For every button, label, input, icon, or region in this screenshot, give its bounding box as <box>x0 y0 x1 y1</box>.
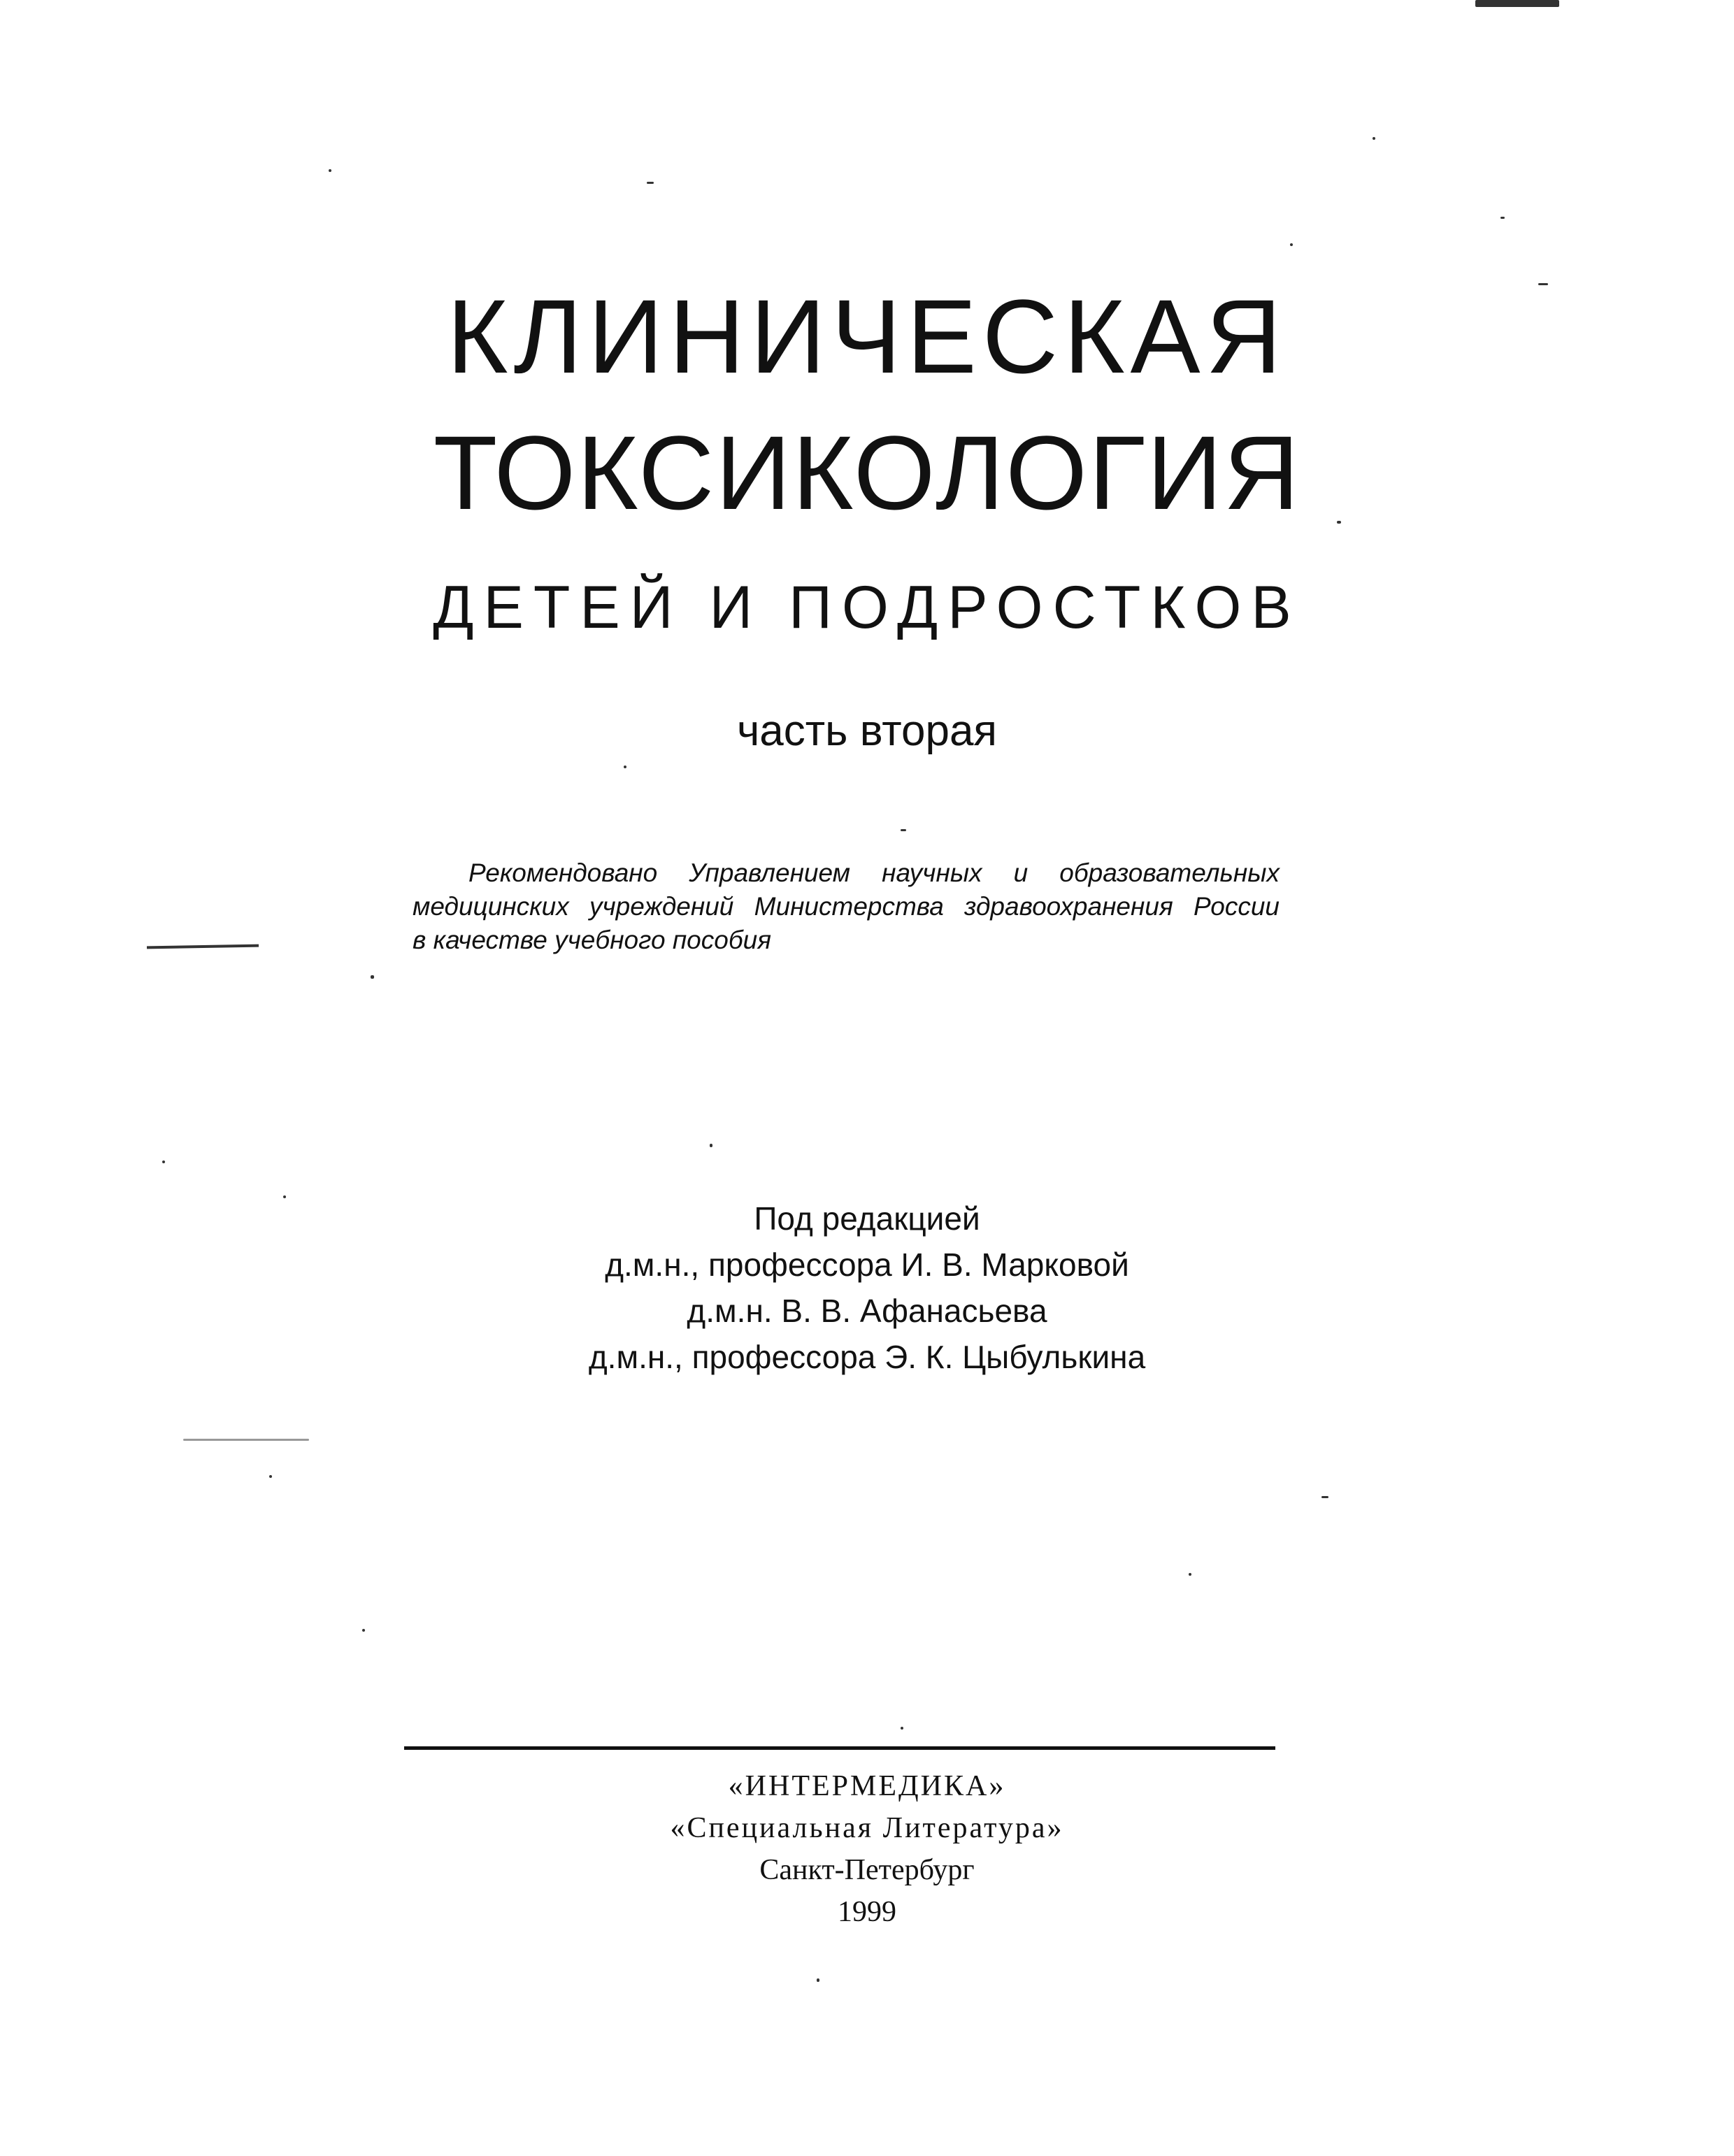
scan-speck <box>1500 217 1505 219</box>
editor-line: д.м.н., профессора И. В. Марковой <box>605 1246 1129 1283</box>
scan-speck <box>901 1727 903 1730</box>
divider-rule <box>404 1746 1275 1750</box>
scan-speck <box>1290 243 1293 246</box>
recommendation-line: Рекомендовано Управлением научных и образовательных <box>468 858 1280 887</box>
recommendation-text <box>413 856 1280 957</box>
publisher-city: Санкт-Петербург <box>759 1854 975 1886</box>
subtitle: ДЕТЕЙ И ПОДРОСТКОВ <box>433 574 1301 641</box>
editor-line: д.м.н., профессора Э. К. Цыбулькина <box>588 1339 1146 1375</box>
publisher-imprint: «Специальная Литература» <box>670 1812 1064 1844</box>
title-line-2: ТОКСИКОЛОГИЯ <box>433 414 1301 531</box>
recommendation-line: медицинских учреждений Министерства здравоохранения России <box>413 892 1280 921</box>
scan-speck <box>162 1160 165 1163</box>
editors-block <box>0 1195 1734 1380</box>
publication-year: 1999 <box>838 1896 896 1928</box>
scan-speck <box>183 1439 309 1441</box>
scan-speck <box>371 975 374 979</box>
publisher-block <box>0 1765 1734 1933</box>
scan-speck <box>817 1978 819 1982</box>
editors-heading: Под редакцией <box>754 1200 980 1237</box>
scan-speck <box>647 182 654 184</box>
recommendation-line: в качестве учебного пособия <box>413 926 771 954</box>
scan-speck <box>362 1629 365 1632</box>
title-line-1: КЛИНИЧЕСКАЯ <box>447 278 1287 395</box>
scan-speck <box>1475 0 1559 7</box>
scan-speck <box>1189 1573 1191 1576</box>
scan-speck <box>269 1475 272 1478</box>
scan-speck <box>624 766 626 768</box>
scan-speck <box>710 1144 712 1147</box>
part-label: часть вторая <box>737 707 997 755</box>
publisher-name: «ИНТЕРМЕДИКА» <box>728 1770 1006 1802</box>
scan-speck <box>329 169 331 172</box>
scan-speck <box>901 829 906 831</box>
scan-speck <box>1321 1496 1328 1498</box>
scan-speck <box>1373 137 1375 140</box>
editor-line: д.м.н. В. В. Афанасьева <box>687 1293 1047 1329</box>
scan-smudge <box>147 944 259 949</box>
